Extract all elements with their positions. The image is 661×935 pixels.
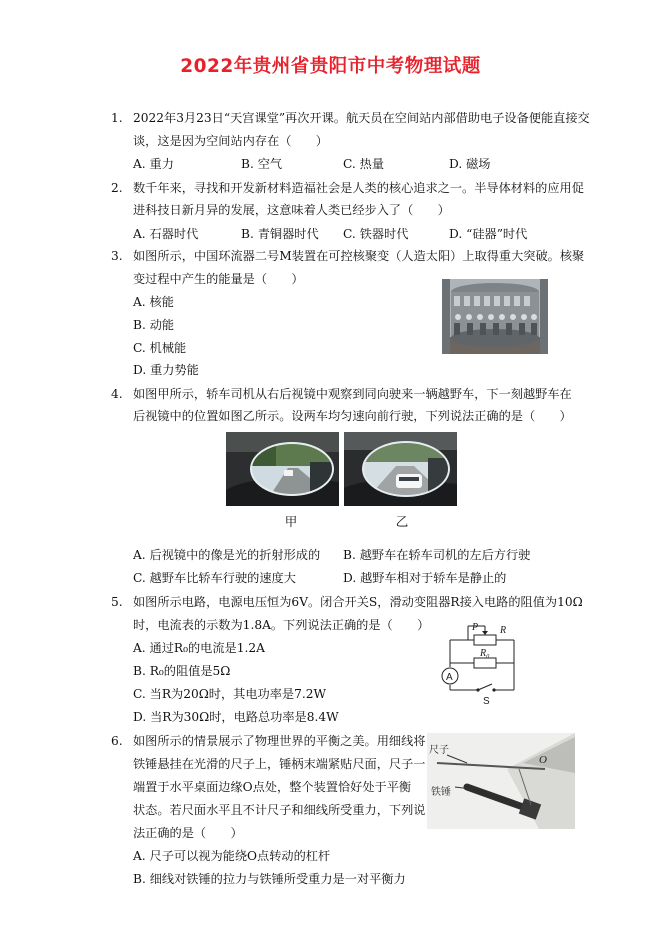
option-b: B. 空气 — [241, 157, 283, 171]
option-c: C. 机械能 — [133, 341, 187, 355]
question-number: 6. — [111, 734, 123, 748]
option-a: A. 通过R₀的电流是1.2A — [133, 641, 265, 655]
page-title: 2022年贵州省贵阳市中考物理试题 — [180, 56, 481, 77]
question-text-line: 变过程中产生的能量是（ ） — [133, 272, 304, 286]
question-number: 4. — [111, 387, 123, 401]
hammer-ruler-figure — [427, 733, 575, 829]
circuit-diagram — [430, 618, 522, 710]
option-a: A. 重力 — [133, 157, 174, 171]
question-text-line: 数千年来，寻找和开发新材料造福社会是人类的核心追求之一。半导体材料的应用促 — [133, 181, 584, 195]
option-a: A. 后视镜中的像是光的折射形成的 — [133, 548, 321, 562]
option-b: B. 细线对铁锤的拉力与铁锤所受重力是一对平衡力 — [133, 872, 406, 886]
question-text-line: 状态。若尺面水平且不计尺子和细线所受重力，下列说 — [133, 803, 426, 817]
label-o: O — [539, 754, 547, 766]
option-a: A. 核能 — [133, 295, 174, 309]
question-number: 5. — [111, 595, 123, 609]
question-text-line: 2022年3月23日“天宫课堂”再次开课。航天员在空间站内部借助电子设备便能直接交 — [133, 111, 590, 125]
question-text-line: 铁锤悬挂在光滑的尺子上，锤柄末端紧贴尺面，尺子一 — [133, 757, 426, 771]
label-hammer: 铁锤 — [431, 787, 451, 798]
question-text-line: 进科技日新月异的发展，这意味着人类已经步入了（ ） — [133, 203, 450, 217]
option-d: D. “硅器”时代 — [449, 227, 528, 241]
mirror-photo-jia — [226, 432, 339, 506]
option-b: B. R₀的阻值是5Ω — [133, 664, 231, 678]
question-text-line: 如图所示，中国环流器二号M装置在可控核聚变（人造太阳）上取得重大突破。核聚 — [133, 249, 585, 263]
option-d: D. 越野车相对于轿车是静止的 — [343, 571, 507, 585]
question-text-line: 法正确的是（ ） — [133, 826, 243, 840]
caption-yi: 乙 — [395, 514, 409, 529]
mirror-photo-yi — [344, 432, 457, 506]
caption-jia: 甲 — [284, 514, 298, 529]
label-ruler: 尺子 — [429, 745, 449, 756]
label-a: A — [446, 672, 453, 683]
question-text-line: 后视镜中的位置如图乙所示。设两车均匀速向前行驶，下列说法正确的是（ ） — [133, 409, 572, 423]
question-number: 2. — [111, 181, 123, 195]
option-c: C. 当R为20Ω时，其电功率是7.2W — [133, 687, 327, 701]
question-number: 3. — [111, 249, 123, 263]
question-text-line: 如图所示的情景展示了物理世界的平衡之美。用细线将 — [133, 734, 426, 748]
option-c: C. 铁器时代 — [343, 227, 409, 241]
option-b: B. 青铜器时代 — [241, 227, 319, 241]
label-r0: R₀ — [480, 648, 490, 659]
question-text-line: 时，电流表的示数为1.8A。下列说法正确的是（ ） — [133, 618, 430, 632]
question-text-line: 如图甲所示，轿车司机从右后视镜中观察到同向驶来一辆越野车，下一刻越野车在 — [133, 387, 572, 401]
label-r: R — [500, 625, 507, 636]
label-p: P — [472, 622, 479, 633]
option-a: A. 尺子可以视为能绕O点转动的杠杆 — [133, 849, 331, 863]
option-b: B. 越野车在轿车司机的左后方行驶 — [343, 548, 531, 562]
question-number: 1. — [111, 111, 123, 125]
tokamak-photo — [442, 279, 548, 354]
question-text-line: 谈，这是因为空间站内存在（ ） — [133, 134, 328, 148]
option-c: C. 越野车比轿车行驶的速度大 — [133, 571, 296, 585]
option-d: D. 重力势能 — [133, 363, 199, 377]
question-text-line: 端置于水平桌面边缘O点处，整个装置恰好处于平衡 — [133, 780, 412, 794]
option-d: D. 当R为30Ω时，电路总功率是8.4W — [133, 710, 339, 724]
option-d: D. 磁场 — [449, 157, 491, 171]
option-a: A. 石器时代 — [133, 227, 199, 241]
option-b: B. 动能 — [133, 318, 175, 332]
option-c: C. 热量 — [343, 157, 385, 171]
question-text-line: 如图所示电路，电源电压恒为6V。闭合开关S，滑动变阻器R接入电路的阻值为10Ω — [133, 595, 583, 609]
label-s: S — [483, 696, 490, 707]
